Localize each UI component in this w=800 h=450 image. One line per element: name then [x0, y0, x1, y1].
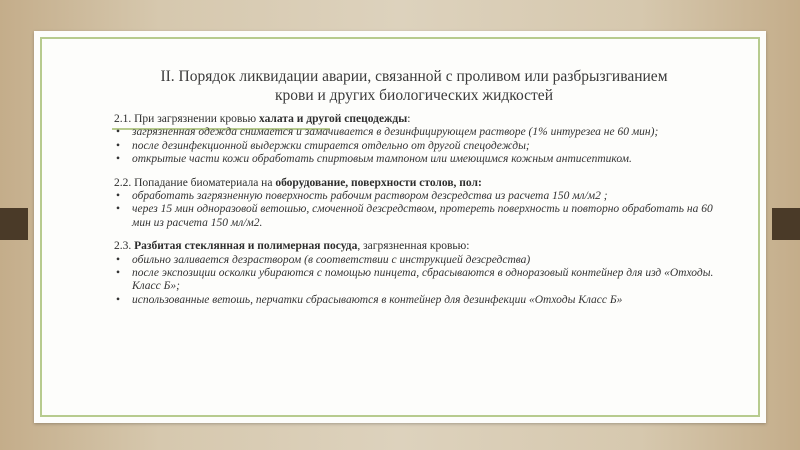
section-heading-text: При загрязнении кровью	[134, 113, 259, 125]
section-list	[114, 190, 734, 230]
list-item: • после экспозиции осколки убираются с помощью пинцета, сбрасываются в одноразовый контейнер для изд «Отходы. Класс Б»;	[132, 267, 734, 294]
slide-content	[114, 113, 734, 307]
section-heading	[114, 177, 734, 190]
list-item: • после дезинфекционной выдержки стирается отдельно от другой спецодежды;	[132, 140, 734, 153]
section-2-3	[114, 240, 734, 307]
slide	[34, 31, 766, 423]
section-2-2	[114, 177, 734, 231]
slide-title	[94, 67, 734, 105]
list-item: • через 15 мин одноразовой ветошью, смоченной дезсредством, протереть поверхность и повторно обработать на 60 мин из расчета 150 мл/м2.	[132, 203, 734, 230]
section-number: 2.3.	[114, 240, 132, 253]
section-2-1	[114, 113, 734, 167]
section-number: 2.1.	[114, 113, 132, 125]
section-heading-bold: Разбитая стеклянная и полимерная посуда	[134, 240, 358, 253]
left-edge-bar	[0, 208, 28, 240]
list-item: • обильно заливается дезраствором (в соответствии с инструкцией дезсредства)	[132, 254, 734, 267]
section-heading-bold: халата и другой спецодежды	[258, 113, 408, 125]
section-heading	[114, 113, 734, 126]
section-heading-text: Попадание биоматериала на	[134, 176, 276, 189]
section-list	[114, 126, 734, 166]
section-heading-tail: :	[407, 113, 411, 125]
right-edge-bar	[772, 208, 800, 240]
section-list	[114, 254, 734, 308]
list-item: • обработать загрязненную поверхность рабочим раствором дезсредства из расчета 150 мл/м2 ;	[132, 190, 734, 203]
section-heading-tail: , загрязненная кровью:	[357, 240, 470, 253]
list-item: • открытые части кожи обработать спиртовым тампоном или имеющимся кожным антисептиком.	[132, 153, 734, 166]
list-item: • загрязненная одежда снимается и замачивается в дезинфицирующем растворе (1% интурезеа не 60 мин);	[132, 126, 734, 139]
list-item: • использованные ветошь, перчатки сбрасываются в контейнер для дезинфекции «Отходы Класс Б»	[132, 294, 734, 307]
title-line-1: II. Порядок ликвидации аварии, связанной с проливом или разбрызгиванием	[160, 68, 668, 85]
section-heading	[114, 240, 734, 253]
section-heading-bold: оборудование, поверхности столов, пол:	[275, 176, 482, 189]
section-number: 2.2.	[114, 176, 132, 189]
title-line-2: крови и других биологических жидкостей	[274, 87, 553, 104]
